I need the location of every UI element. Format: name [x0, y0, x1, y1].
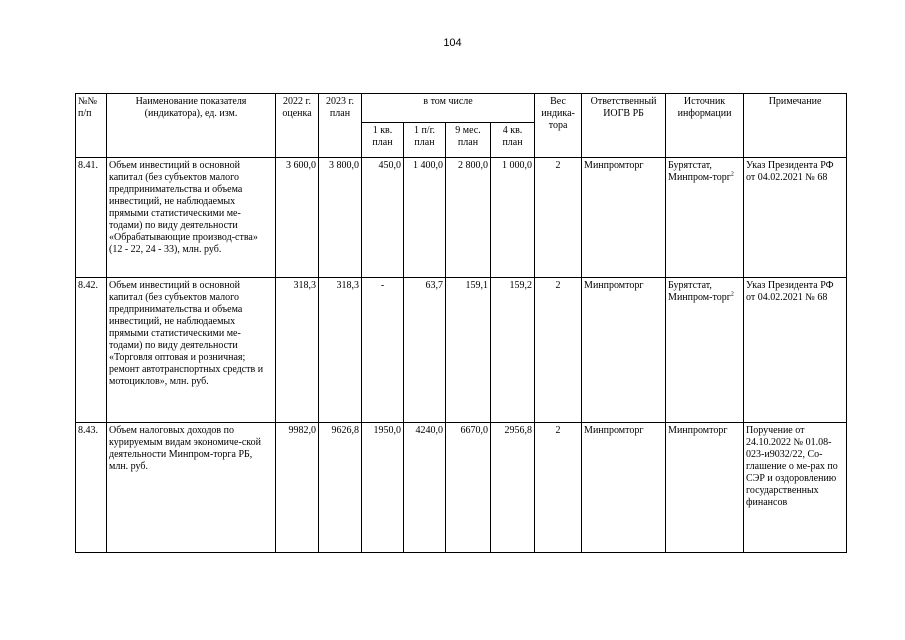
- footnote-mark: 2: [730, 171, 734, 178]
- col-header-h1: 1 п/г. план: [404, 123, 446, 158]
- row-9m: 159,1: [446, 278, 491, 423]
- row-num: 8.43.: [76, 423, 107, 553]
- row-q1: -: [362, 278, 404, 423]
- col-header-q1: 1 кв. план: [362, 123, 404, 158]
- row-h1: 63,7: [404, 278, 446, 423]
- row-2022: 3 600,0: [276, 158, 319, 278]
- row-9m: 2 800,0: [446, 158, 491, 278]
- row-source-text: Минпромторг: [668, 425, 728, 436]
- row-h1: 1 400,0: [404, 158, 446, 278]
- row-num: 8.41.: [76, 158, 107, 278]
- row-weight: 2: [535, 423, 582, 553]
- col-header-2023: 2023 г. план: [319, 94, 362, 158]
- row-note: Поручение от 24.10.2022 № 01.08-023-и9032/22, Со-глашение о ме-рах по СЭР и оздоровлению государственных финансов: [744, 423, 847, 553]
- col-header-2022: 2022 г. оценка: [276, 94, 319, 158]
- row-weight: 2: [535, 278, 582, 423]
- row-2022: 318,3: [276, 278, 319, 423]
- col-header-name: Наименование показателя (индикатора), ед. изм.: [107, 94, 276, 158]
- row-q1: 1950,0: [362, 423, 404, 553]
- row-name: Объем инвестиций в основной капитал (без субъектов малого предпринимательства и объема инвестиций, не наблюдаемых прямыми статистическими ме-тодами) по виду деятельности «Торговля оптовая и розничная; ремонт автотранспортных средств и мотоциклов», млн. руб.: [107, 278, 276, 423]
- col-header-note: Примечание: [744, 94, 847, 158]
- row-q4: 159,2: [491, 278, 535, 423]
- col-header-responsible: Ответственный ИОГВ РБ: [582, 94, 666, 158]
- col-header-9m: 9 мес. план: [446, 123, 491, 158]
- page-number: 104: [443, 37, 462, 49]
- col-header-source: Источник информации: [666, 94, 744, 158]
- row-source-text: Бурятстат, Минпром-торг: [668, 280, 731, 303]
- col-header-including: в том числе: [362, 94, 535, 123]
- col-header-num: №№ п/п: [76, 94, 107, 158]
- row-source-text: Бурятстат, Минпром-торг: [668, 160, 731, 183]
- row-source: [666, 278, 744, 423]
- row-responsible: Минпромторг: [582, 158, 666, 278]
- col-header-weight: Вес индика-тора: [535, 94, 582, 158]
- row-note: Указ Президента РФ от 04.02.2021 № 68: [744, 158, 847, 278]
- row-2023: 318,3: [319, 278, 362, 423]
- row-2023: 3 800,0: [319, 158, 362, 278]
- table-row: [76, 423, 847, 553]
- row-note: Указ Президента РФ от 04.02.2021 № 68: [744, 278, 847, 423]
- col-header-q4: 4 кв. план: [491, 123, 535, 158]
- row-source: [666, 423, 744, 553]
- row-q1: 450,0: [362, 158, 404, 278]
- row-q4: 2956,8: [491, 423, 535, 553]
- row-responsible: Минпромторг: [582, 423, 666, 553]
- row-9m: 6670,0: [446, 423, 491, 553]
- row-2022: 9982,0: [276, 423, 319, 553]
- header-row: [76, 94, 847, 123]
- table-row: [76, 278, 847, 423]
- row-weight: 2: [535, 158, 582, 278]
- table-row: [76, 158, 847, 278]
- row-num: 8.42.: [76, 278, 107, 423]
- row-source: [666, 158, 744, 278]
- row-name: Объем инвестиций в основной капитал (без субъектов малого предпринимательства и объема инвестиций, не наблюдаемых прямыми статистическими ме-тодами) по виду деятельности «Обрабатывающие производ-ства» (12 - 22, 24 - 33), млн. руб.: [107, 158, 276, 278]
- indicators-table: [75, 93, 847, 553]
- row-responsible: Минпромторг: [582, 278, 666, 423]
- footnote-mark: 2: [730, 291, 734, 298]
- row-2023: 9626,8: [319, 423, 362, 553]
- row-h1: 4240,0: [404, 423, 446, 553]
- row-q4: 1 000,0: [491, 158, 535, 278]
- row-name: Объем налоговых доходов по курируемым видам экономиче-ской деятельности Минпром-торга РБ, млн. руб.: [107, 423, 276, 553]
